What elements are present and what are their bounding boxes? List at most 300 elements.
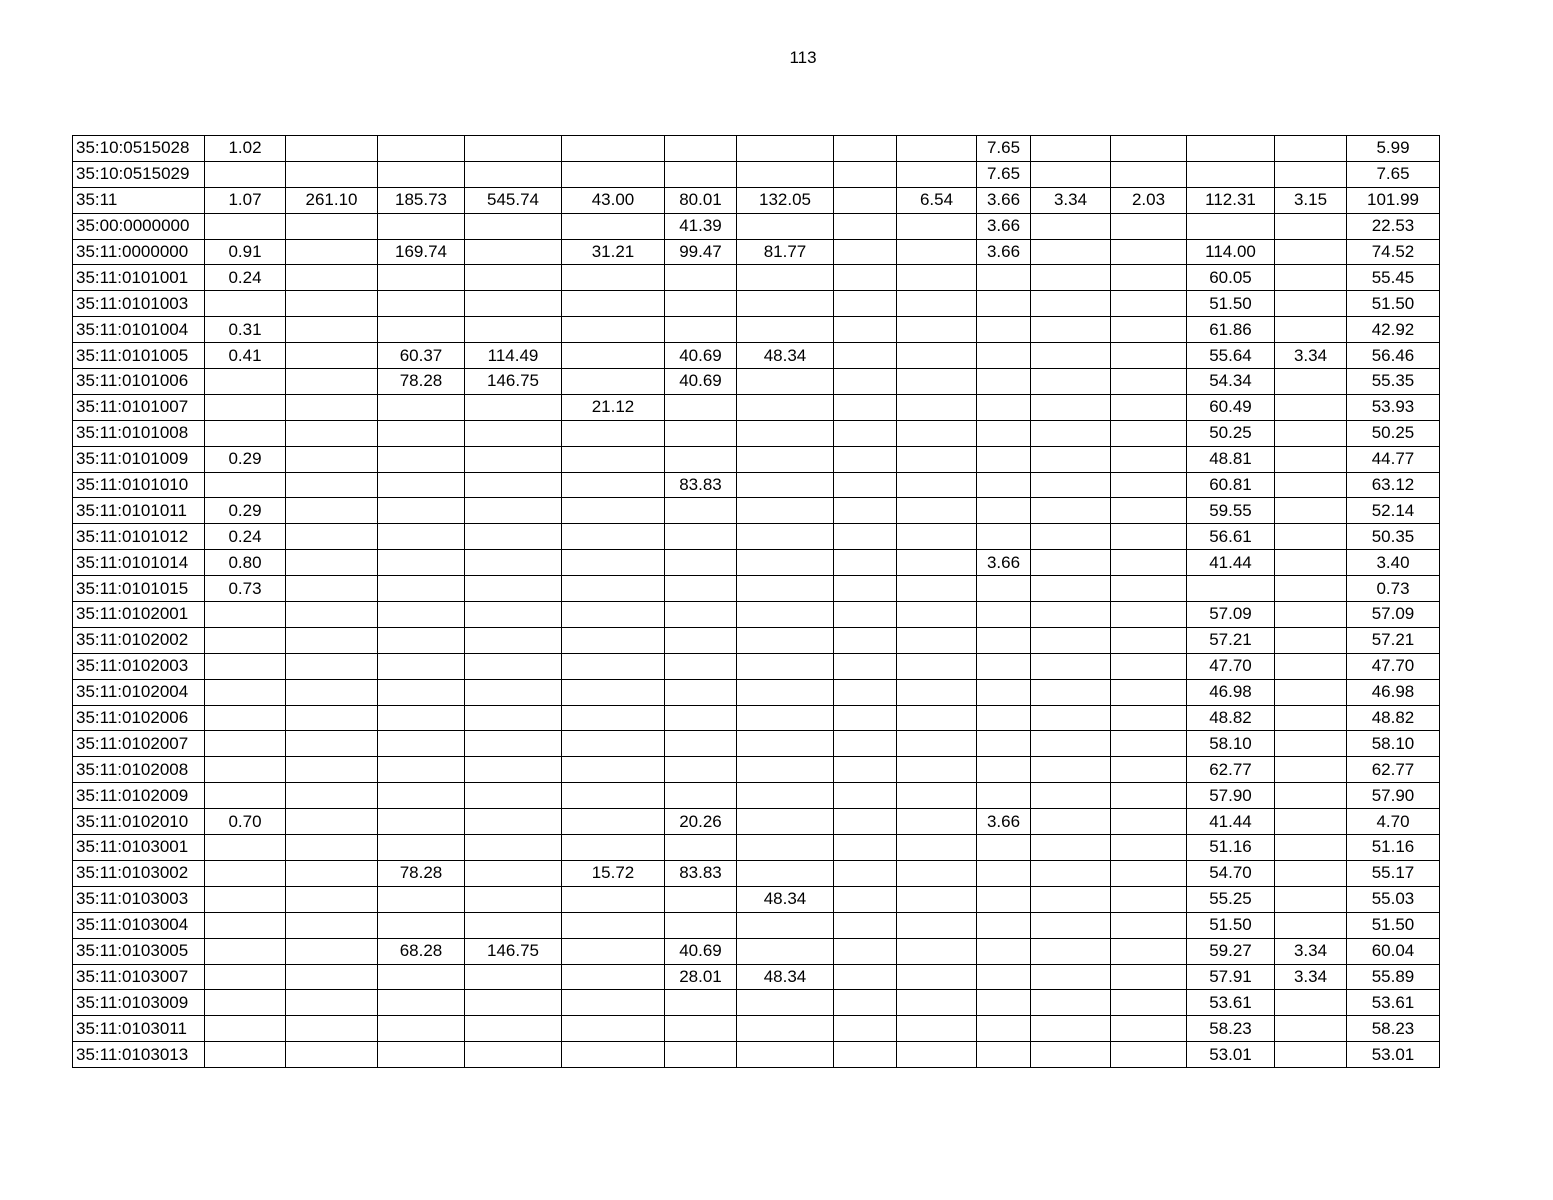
table-cell <box>1031 912 1111 938</box>
table-cell <box>897 938 977 964</box>
table-cell: 47.70 <box>1347 653 1440 679</box>
table-cell <box>665 394 737 420</box>
table-cell <box>1275 239 1347 265</box>
table-row <box>73 472 1440 498</box>
table-cell <box>205 990 286 1016</box>
table-cell <box>1275 705 1347 731</box>
table-cell <box>1275 731 1347 757</box>
table-cell <box>205 912 286 938</box>
table-cell <box>834 369 897 395</box>
table-cell <box>286 731 378 757</box>
table-cell <box>977 265 1031 291</box>
table-cell <box>562 498 665 524</box>
table-cell: 55.17 <box>1347 860 1440 886</box>
table-cell <box>897 498 977 524</box>
table-cell: 0.91 <box>205 239 286 265</box>
table-cell <box>1031 886 1111 912</box>
table-cell <box>1111 860 1187 886</box>
table-cell <box>665 679 737 705</box>
table-cell <box>834 809 897 835</box>
table-cell: 58.23 <box>1187 1016 1275 1042</box>
table-cell <box>286 343 378 369</box>
table-cell <box>1275 602 1347 628</box>
table-cell <box>378 627 465 653</box>
table-cell <box>378 420 465 446</box>
table-cell: 51.50 <box>1347 291 1440 317</box>
table-cell <box>1031 213 1111 239</box>
table-cell <box>897 446 977 472</box>
table-cell: 3.34 <box>1275 938 1347 964</box>
table-cell <box>1031 343 1111 369</box>
table-cell <box>1111 809 1187 835</box>
table-cell <box>465 498 562 524</box>
table-cell <box>665 446 737 472</box>
row-id-cell: 35:11:0101003 <box>73 291 205 317</box>
table-cell: 59.27 <box>1187 938 1275 964</box>
table-cell <box>562 446 665 472</box>
table-cell <box>1031 317 1111 343</box>
table-cell: 43.00 <box>562 187 665 213</box>
table-cell: 261.10 <box>286 187 378 213</box>
table-cell <box>665 731 737 757</box>
table-cell <box>737 472 834 498</box>
table-cell <box>1275 136 1347 162</box>
table-cell <box>977 602 1031 628</box>
table-cell: 3.66 <box>977 239 1031 265</box>
table-cell <box>378 757 465 783</box>
row-id-cell: 35:11:0102003 <box>73 653 205 679</box>
table-cell <box>562 1016 665 1042</box>
table-cell: 53.01 <box>1347 1042 1440 1068</box>
table-cell <box>465 679 562 705</box>
table-cell: 44.77 <box>1347 446 1440 472</box>
row-id-cell: 35:11:0101015 <box>73 576 205 602</box>
row-id-cell: 35:11:0102010 <box>73 809 205 835</box>
table-cell <box>1275 369 1347 395</box>
table-cell <box>562 550 665 576</box>
table-cell <box>378 602 465 628</box>
row-id-cell: 35:11:0102002 <box>73 627 205 653</box>
table-cell <box>834 420 897 446</box>
table-cell <box>465 576 562 602</box>
table-cell <box>834 627 897 653</box>
table-cell <box>737 757 834 783</box>
table-cell <box>286 498 378 524</box>
row-id-cell: 35:11:0103002 <box>73 860 205 886</box>
table-cell <box>1111 783 1187 809</box>
table-cell <box>737 783 834 809</box>
row-id-cell: 35:11:0103004 <box>73 912 205 938</box>
table-cell <box>834 705 897 731</box>
row-id-cell: 35:11:0101004 <box>73 317 205 343</box>
table-cell: 62.77 <box>1187 757 1275 783</box>
data-table <box>72 135 1440 1068</box>
table-cell: 42.92 <box>1347 317 1440 343</box>
table-cell <box>897 602 977 628</box>
table-cell <box>834 783 897 809</box>
table-cell: 41.44 <box>1187 550 1275 576</box>
table-cell <box>465 550 562 576</box>
table-cell: 62.77 <box>1347 757 1440 783</box>
table-cell <box>286 783 378 809</box>
table-cell <box>897 860 977 886</box>
table-cell <box>465 1016 562 1042</box>
table-cell <box>977 912 1031 938</box>
table-cell <box>205 627 286 653</box>
table-cell: 57.90 <box>1347 783 1440 809</box>
table-row <box>73 705 1440 731</box>
table-cell <box>1031 835 1111 861</box>
table-cell: 57.90 <box>1187 783 1275 809</box>
table-cell <box>897 679 977 705</box>
table-cell: 2.03 <box>1111 187 1187 213</box>
table-cell: 68.28 <box>378 938 465 964</box>
table-cell: 22.53 <box>1347 213 1440 239</box>
table-cell <box>897 576 977 602</box>
table-cell <box>897 835 977 861</box>
table-cell <box>286 938 378 964</box>
table-cell <box>1111 472 1187 498</box>
table-cell <box>834 136 897 162</box>
table-cell: 51.50 <box>1187 291 1275 317</box>
table-cell <box>378 679 465 705</box>
table-cell <box>737 990 834 1016</box>
table-row <box>73 990 1440 1016</box>
table-cell <box>665 757 737 783</box>
table-cell: 60.49 <box>1187 394 1275 420</box>
table-cell <box>737 835 834 861</box>
table-cell: 51.50 <box>1347 912 1440 938</box>
row-id-cell: 35:11:0103003 <box>73 886 205 912</box>
table-cell <box>286 550 378 576</box>
table-cell <box>286 627 378 653</box>
table-cell <box>977 860 1031 886</box>
table-cell <box>465 886 562 912</box>
table-cell <box>1111 317 1187 343</box>
table-cell <box>562 602 665 628</box>
table-cell <box>737 291 834 317</box>
table-cell: 0.41 <box>205 343 286 369</box>
table-cell: 48.34 <box>737 886 834 912</box>
table-cell <box>897 369 977 395</box>
table-row <box>73 860 1440 886</box>
table-cell: 57.21 <box>1187 627 1275 653</box>
table-cell <box>1275 317 1347 343</box>
table-cell: 5.99 <box>1347 136 1440 162</box>
table-cell <box>378 783 465 809</box>
table-cell <box>977 964 1031 990</box>
table-row <box>73 912 1440 938</box>
table-cell <box>378 524 465 550</box>
table-cell: 3.66 <box>977 809 1031 835</box>
table-cell <box>1187 576 1275 602</box>
table-cell: 114.00 <box>1187 239 1275 265</box>
table-cell <box>834 550 897 576</box>
table-cell: 3.34 <box>1031 187 1111 213</box>
table-cell: 51.16 <box>1347 835 1440 861</box>
table-row <box>73 524 1440 550</box>
table-cell <box>562 938 665 964</box>
table-cell <box>1187 161 1275 187</box>
table-cell: 55.35 <box>1347 369 1440 395</box>
table-cell <box>737 679 834 705</box>
table-cell <box>562 783 665 809</box>
table-cell <box>465 627 562 653</box>
table-cell <box>834 602 897 628</box>
table-cell <box>665 317 737 343</box>
table-row <box>73 317 1440 343</box>
table-cell <box>465 524 562 550</box>
table-cell <box>1031 239 1111 265</box>
table-cell <box>1031 783 1111 809</box>
table-cell <box>286 420 378 446</box>
table-cell <box>286 653 378 679</box>
table-cell <box>1111 550 1187 576</box>
table-cell <box>205 679 286 705</box>
table-cell: 53.61 <box>1187 990 1275 1016</box>
table-cell: 48.82 <box>1187 705 1275 731</box>
table-cell <box>737 524 834 550</box>
table-cell <box>977 394 1031 420</box>
table-cell <box>562 161 665 187</box>
table-cell: 0.24 <box>205 524 286 550</box>
table-row <box>73 550 1440 576</box>
table-cell <box>834 835 897 861</box>
table-cell <box>378 731 465 757</box>
table-cell: 51.16 <box>1187 835 1275 861</box>
table-cell <box>562 317 665 343</box>
table-cell <box>665 291 737 317</box>
table-cell <box>897 472 977 498</box>
table-cell <box>665 783 737 809</box>
table-cell <box>897 420 977 446</box>
table-cell <box>977 627 1031 653</box>
table-cell: 83.83 <box>665 472 737 498</box>
table-cell <box>737 369 834 395</box>
table-cell <box>834 498 897 524</box>
table-cell <box>1031 291 1111 317</box>
table-cell <box>562 990 665 1016</box>
table-cell <box>665 420 737 446</box>
table-cell <box>465 213 562 239</box>
table-cell <box>897 161 977 187</box>
table-cell <box>465 705 562 731</box>
row-id-cell: 35:10:0515028 <box>73 136 205 162</box>
table-cell <box>834 446 897 472</box>
table-row <box>73 602 1440 628</box>
row-id-cell: 35:11:0101014 <box>73 550 205 576</box>
table-cell <box>1275 161 1347 187</box>
table-cell <box>562 912 665 938</box>
table-cell <box>737 627 834 653</box>
table-cell <box>286 239 378 265</box>
table-cell: 132.05 <box>737 187 834 213</box>
table-cell <box>286 990 378 1016</box>
table-cell: 1.02 <box>205 136 286 162</box>
table-cell <box>977 731 1031 757</box>
table-cell <box>1275 809 1347 835</box>
table-cell <box>834 1042 897 1068</box>
table-cell: 61.86 <box>1187 317 1275 343</box>
table-row <box>73 783 1440 809</box>
table-cell <box>465 731 562 757</box>
table-cell <box>977 990 1031 1016</box>
table-cell <box>286 265 378 291</box>
table-cell <box>665 705 737 731</box>
table-cell <box>378 291 465 317</box>
table-cell <box>562 213 665 239</box>
table-cell <box>977 835 1031 861</box>
table-cell: 146.75 <box>465 369 562 395</box>
table-cell: 41.39 <box>665 213 737 239</box>
table-cell <box>378 1042 465 1068</box>
table-cell: 51.50 <box>1187 912 1275 938</box>
table-cell: 74.52 <box>1347 239 1440 265</box>
table-cell <box>205 835 286 861</box>
table-cell <box>737 731 834 757</box>
table-cell <box>205 653 286 679</box>
table-cell: 4.70 <box>1347 809 1440 835</box>
table-cell <box>378 161 465 187</box>
row-id-cell: 35:11:0101010 <box>73 472 205 498</box>
table-cell <box>562 705 665 731</box>
table-cell <box>286 1016 378 1042</box>
row-id-cell: 35:11:0102009 <box>73 783 205 809</box>
table-cell: 57.09 <box>1347 602 1440 628</box>
table-row <box>73 213 1440 239</box>
table-cell <box>1111 1042 1187 1068</box>
table-cell <box>665 265 737 291</box>
table-row <box>73 343 1440 369</box>
table-row <box>73 187 1440 213</box>
table-cell <box>286 213 378 239</box>
table-cell <box>205 705 286 731</box>
table-cell: 60.04 <box>1347 938 1440 964</box>
table-cell <box>977 679 1031 705</box>
table-cell: 60.81 <box>1187 472 1275 498</box>
table-row <box>73 239 1440 265</box>
table-cell: 56.61 <box>1187 524 1275 550</box>
table-cell <box>834 912 897 938</box>
table-cell: 54.34 <box>1187 369 1275 395</box>
row-id-cell: 35:11:0101006 <box>73 369 205 395</box>
table-cell <box>1111 446 1187 472</box>
table-cell <box>1111 369 1187 395</box>
table-cell: 0.24 <box>205 265 286 291</box>
table-cell <box>834 653 897 679</box>
table-cell <box>205 213 286 239</box>
table-cell <box>1111 886 1187 912</box>
row-id-cell: 35:11:0000000 <box>73 239 205 265</box>
table-cell <box>737 705 834 731</box>
table-cell: 55.25 <box>1187 886 1275 912</box>
table-cell: 53.01 <box>1187 1042 1275 1068</box>
table-cell <box>562 576 665 602</box>
table-cell: 50.35 <box>1347 524 1440 550</box>
table-cell <box>378 912 465 938</box>
table-cell: 57.21 <box>1347 627 1440 653</box>
table-cell <box>378 265 465 291</box>
table-cell <box>1031 757 1111 783</box>
table-cell <box>1031 731 1111 757</box>
table-cell <box>897 213 977 239</box>
table-cell <box>1275 524 1347 550</box>
table-cell <box>977 498 1031 524</box>
table-cell <box>1275 835 1347 861</box>
table-cell <box>977 524 1031 550</box>
table-cell: 60.05 <box>1187 265 1275 291</box>
table-cell: 63.12 <box>1347 472 1440 498</box>
table-cell: 3.34 <box>1275 964 1347 990</box>
table-cell: 80.01 <box>665 187 737 213</box>
table-row <box>73 1016 1440 1042</box>
table-cell: 56.46 <box>1347 343 1440 369</box>
table-cell <box>465 446 562 472</box>
table-cell <box>1111 705 1187 731</box>
table-cell: 78.28 <box>378 369 465 395</box>
table-cell <box>737 550 834 576</box>
table-cell <box>286 860 378 886</box>
table-cell <box>977 291 1031 317</box>
table-cell <box>562 343 665 369</box>
table-cell <box>1275 1016 1347 1042</box>
table-cell <box>834 291 897 317</box>
table-cell: 6.54 <box>897 187 977 213</box>
table-cell <box>562 265 665 291</box>
table-cell: 7.65 <box>977 136 1031 162</box>
table-cell <box>737 317 834 343</box>
table-cell <box>1031 705 1111 731</box>
table-cell: 3.40 <box>1347 550 1440 576</box>
table-cell <box>897 136 977 162</box>
table-cell <box>1275 912 1347 938</box>
table-cell <box>562 472 665 498</box>
table-cell <box>378 809 465 835</box>
table-cell <box>465 239 562 265</box>
row-id-cell: 35:11 <box>73 187 205 213</box>
table-cell <box>1275 860 1347 886</box>
row-id-cell: 35:11:0101008 <box>73 420 205 446</box>
table-cell <box>1031 602 1111 628</box>
table-cell <box>834 187 897 213</box>
table-cell <box>205 1042 286 1068</box>
table-cell <box>378 964 465 990</box>
table-cell: 60.37 <box>378 343 465 369</box>
table-cell: 28.01 <box>665 964 737 990</box>
table-cell <box>1111 990 1187 1016</box>
table-cell <box>834 576 897 602</box>
table-cell: 0.31 <box>205 317 286 343</box>
row-id-cell: 35:11:0102001 <box>73 602 205 628</box>
table-cell <box>286 835 378 861</box>
table-cell <box>286 602 378 628</box>
table-cell <box>1111 161 1187 187</box>
table-cell: 57.91 <box>1187 964 1275 990</box>
table-cell <box>897 1042 977 1068</box>
table-row <box>73 136 1440 162</box>
table-cell: 40.69 <box>665 938 737 964</box>
table-cell <box>665 1016 737 1042</box>
table-cell: 0.73 <box>205 576 286 602</box>
table-cell <box>897 394 977 420</box>
table-cell <box>286 317 378 343</box>
table-cell: 59.55 <box>1187 498 1275 524</box>
table-cell: 185.73 <box>378 187 465 213</box>
table-cell <box>834 161 897 187</box>
table-cell <box>465 783 562 809</box>
table-cell: 0.29 <box>205 446 286 472</box>
table-row <box>73 394 1440 420</box>
